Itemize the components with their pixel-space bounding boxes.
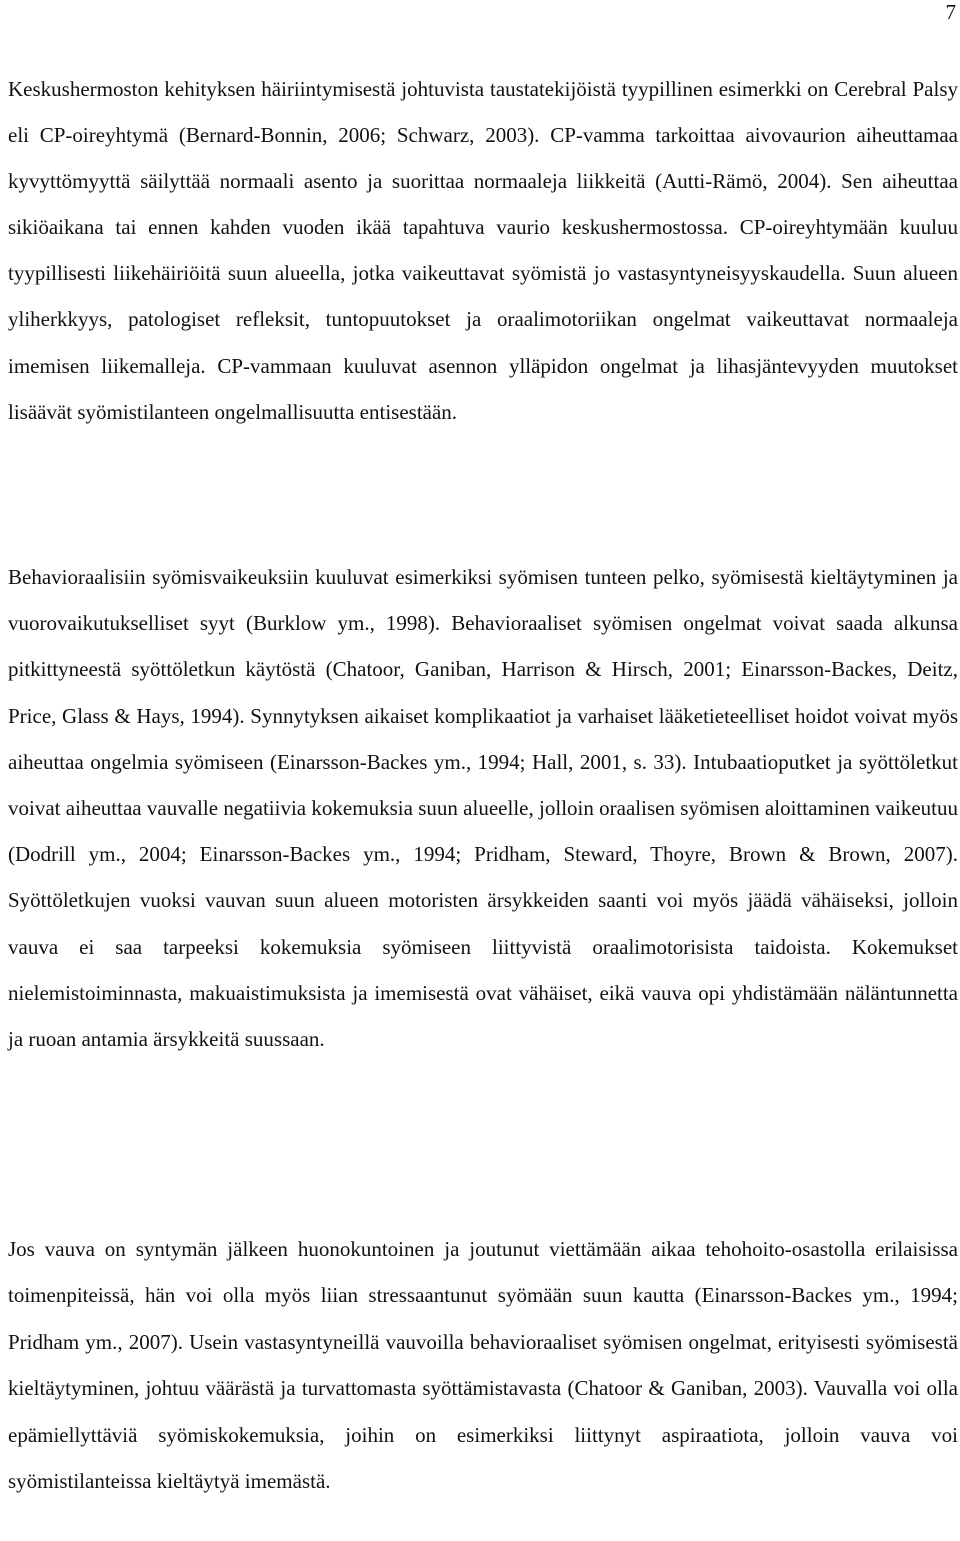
body-text-block bbox=[8, 66, 958, 435]
page-number: 7 bbox=[945, 0, 956, 24]
paragraph: Behavioraalisiin syömisvaikeuksiin kuuluvat esimerkiksi syömisen tunteen pelko, syömisestä kieltäytyminen ja vuorovaikutukselliset syyt (Burklow ym., 1998). Behavioraaliset syömisen ongelmat voivat saada alkunsa pitkittyneestä syöttöletkun käytöstä (Chatoor, Ganiban, Harrison & Hirsch, 2001; Einarsson-Backes, Deitz, Price, Glass & Hays, 1994). Synnytyksen aikaiset komplikaatiot ja varhaiset lääketieteelliset hoidot voivat myös aiheuttaa ongelmia syömiseen (Einarsson-Backes ym., 1994; Hall, 2001, s. 33). Intubaatioputket ja syöttöletkut voivat aiheuttaa vauvalle negatiivia kokemuksia suun alueelle, jolloin oraalisen syömisen aloittaminen vaikeutuu (Dodrill ym., 2004; Einarsson-Backes ym., 1994; Pridham, Steward, Thoyre, Brown & Brown, 2007). Syöttöletkujen vuoksi vauvan suun alueen motoristen ärsykkeiden saanti voi myös jäädä vähäiseksi, jolloin vauva ei saa tarpeeksi kokemuksia syömiseen liittyvistä oraalimotorisista taidoista. Kokemukset nielemistoiminnasta, makuaistimuksista ja imemisestä ovat vähäiset, eikä vauva opi yhdistämään näläntunnetta ja ruoan antamia ärsykkeitä suussaan. bbox=[8, 565, 958, 1052]
body-text-block bbox=[8, 1226, 958, 1504]
body-text-block bbox=[8, 554, 958, 1062]
paragraph: Jos vauva on syntymän jälkeen huonokuntoinen ja joutunut viettämään aikaa tehohoito-osastolla erilaisissa toimenpiteissä, hän voi olla myös liian stressaantunut syömään suun kautta (Einarsson-Backes ym., 1994; Pridham ym., 2007). Usein vastasyntyneillä vauvoilla behavioraaliset syömisen ongelmat, erityisesti syömisestä kieltäytyminen, johtuu väärästä ja turvattomasta syöttämistavasta (Chatoor & Ganiban, 2003). Vauvalla voi olla epämiellyttäviä syömiskokemuksia, joihin on esimerkiksi liittynyt aspiraatiota, jolloin vauva voi syömistilanteissa kieltäytyä imemästä. bbox=[8, 1237, 958, 1494]
paragraph: Keskushermoston kehityksen häiriintymisestä johtuvista taustatekijöistä tyypillinen esimerkki on Cerebral Palsy eli CP-oireyhtymä (Bernard-Bonnin, 2006; Schwarz, 2003). CP-vamma tarkoittaa aivovaurion aiheuttamaa kyvyttömyyttä säilyttää normaali asento ja suorittaa normaaleja liikkeitä (Autti-Rämö, 2004). Sen aiheuttaa sikiöaikana tai ennen kahden vuoden ikää tapahtuva vaurio keskushermostossa. CP-oireyhtymään kuuluu tyypillisesti liikehäiriöitä suun alueella, jotka vaikeuttavat syömistä jo vastasyntyneisyyskaudella. Suun alueen yliherkkyys, patologiset refleksit, tuntopuutokset ja oraalimotoriikan ongelmat vaikeuttavat normaaleja imemisen liikemalleja. CP-vammaan kuuluvat asennon ylläpidon ongelmat ja lihasjäntevyyden muutokset lisäävät syömistilanteen ongelmallisuutta entisestään. bbox=[8, 77, 958, 424]
